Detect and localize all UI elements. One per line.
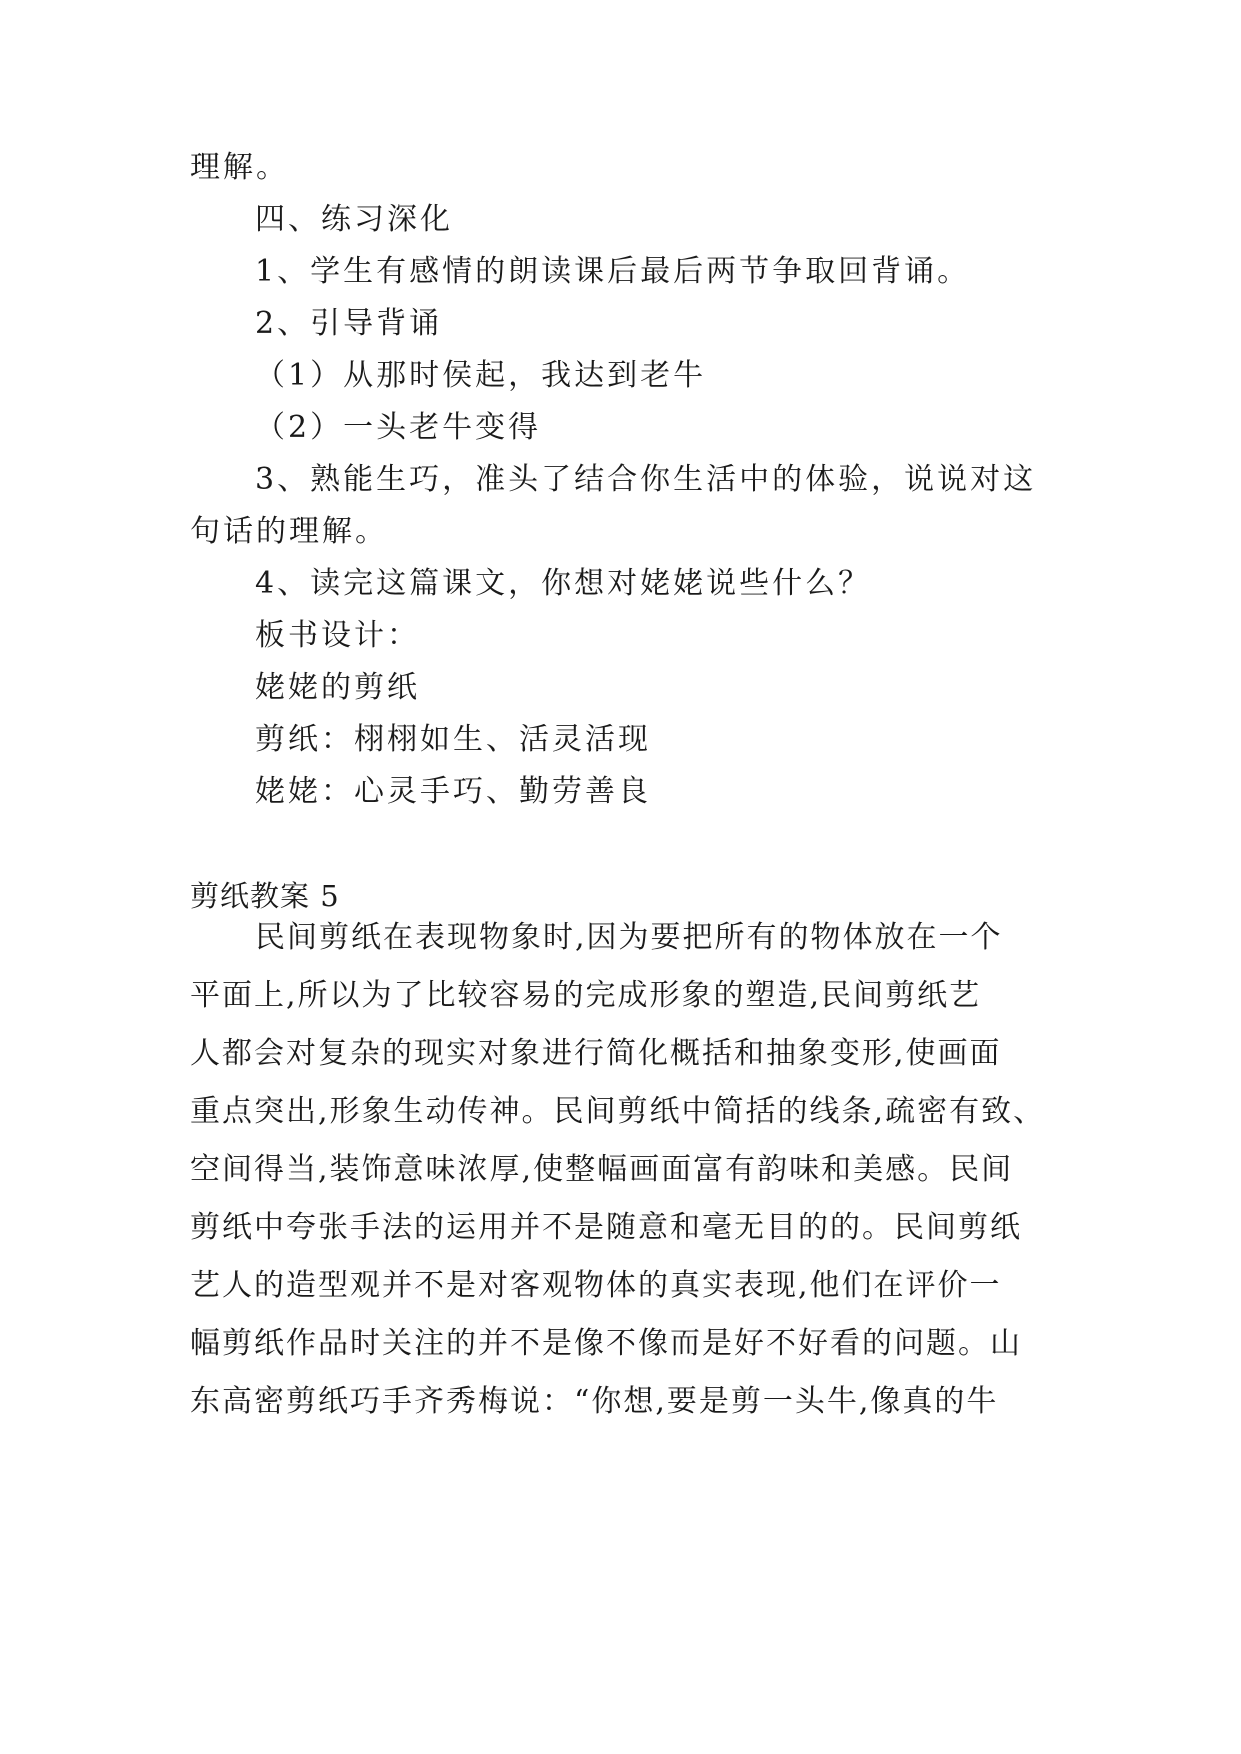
list-item-2-sub-2: （2）一头老牛变得 [255, 410, 542, 445]
list-item-2: 2、引导背诵 [255, 306, 443, 341]
board-design-label: 板书设计： [255, 618, 420, 653]
continuation-line: 理解。 [190, 150, 289, 185]
paragraph-line: 重点突出,形象生动传神。民间剪纸中简括的线条,疏密有致、 [190, 1094, 1046, 1129]
paragraph-line: 艺人的造型观并不是对客观物体的真实表现,他们在评价一 [190, 1268, 1002, 1303]
section-title-5: 剪纸教案 5 [190, 879, 340, 913]
paragraph-line: 剪纸中夸张手法的运用并不是随意和毫无目的的。民间剪纸 [190, 1210, 1022, 1245]
board-design-line-1: 剪纸：栩栩如生、活灵活现 [255, 722, 651, 757]
paragraph-line: 平面上,所以为了比较容易的完成形象的塑造,民间剪纸艺 [190, 978, 982, 1013]
list-item-3-line-1: 3、熟能生巧，准头了结合你生活中的体验，说说对这 [255, 462, 1037, 497]
section-5-paragraph [190, 909, 1060, 1431]
paragraph-line: 空间得当,装饰意味浓厚,使整幅画面富有韵味和美感。民间 [190, 1152, 1014, 1187]
paragraph-line: 东高密剪纸巧手齐秀梅说：“你想,要是剪一头牛,像真的牛 [190, 1384, 999, 1419]
paragraph-line: 人都会对复杂的现实对象进行简化概括和抽象变形,使画面 [190, 1036, 1002, 1071]
list-item-4: 4、读完这篇课文，你想对姥姥说些什么？ [255, 566, 872, 601]
paragraph-line: 民间剪纸在表现物象时,因为要把所有的物体放在一个 [255, 920, 1003, 955]
paragraph-line: 幅剪纸作品时关注的并不是像不像而是好不好看的问题。山 [190, 1326, 1022, 1361]
board-design-title: 姥姥的剪纸 [255, 670, 420, 705]
list-item-3-line-2: 句话的理解。 [190, 514, 388, 549]
list-item-1: 1、学生有感情的朗读课后最后两节争取回背诵。 [255, 254, 971, 289]
list-item-2-sub-1: （1）从那时侯起，我达到老牛 [255, 358, 707, 393]
board-design-line-2: 姥姥：心灵手巧、勤劳善良 [255, 774, 651, 809]
section-heading-practice: 四、练习深化 [255, 202, 453, 237]
